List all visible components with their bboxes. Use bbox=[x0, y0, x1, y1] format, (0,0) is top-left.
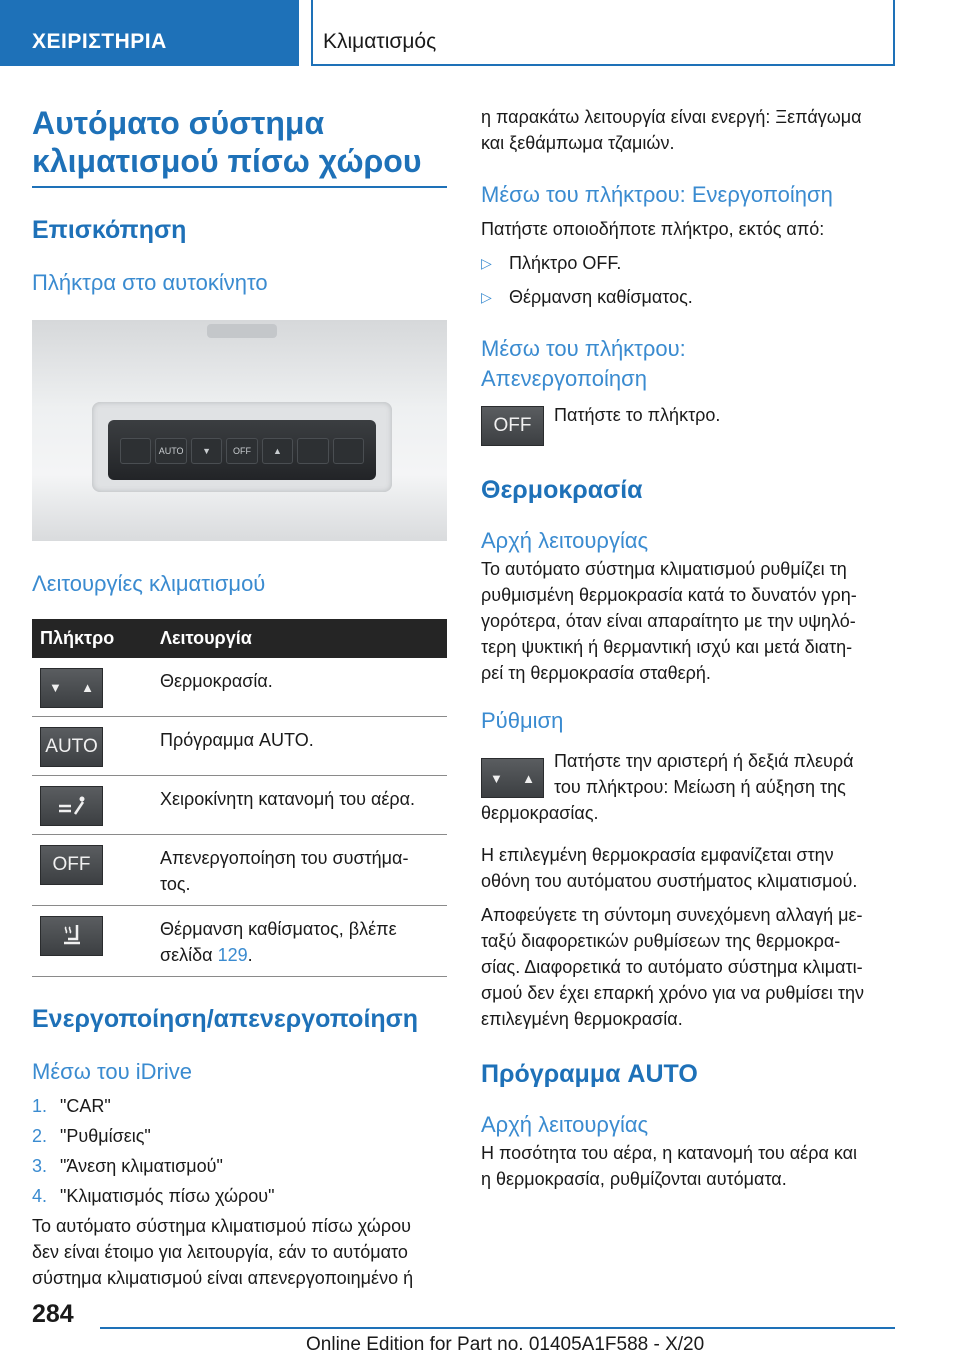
footer-rule bbox=[100, 1327, 895, 1329]
arrow-up-icon: ▲ bbox=[522, 770, 535, 786]
display-paragraph: Η επιλεγμένη θερμοκρασία εμφανίζεται στην οθόνη του αυτόματου συστήματος κλιματισμού. bbox=[481, 845, 858, 891]
principle-heading: Αρχή λειτουργίας bbox=[481, 528, 649, 553]
triangle-bullet-icon: ▷ bbox=[481, 255, 492, 271]
air-vent bbox=[207, 324, 277, 338]
section-tab: ΧΕΙΡΙΣΤΗΡΙΑ bbox=[0, 0, 299, 66]
setting-text: Πατήστε την αριστερή ή δεξιά πλευρά του πλήκτρου: Μείωση ή αύξηση της bbox=[554, 751, 854, 797]
function-text: Πρόγραμμα AUTO. bbox=[152, 717, 447, 776]
air-distribution-icon bbox=[40, 786, 103, 826]
off-instruction bbox=[481, 406, 896, 446]
photo-auto-button: AUTO bbox=[155, 438, 186, 464]
via-key-on-heading: Μέσω του πλήκτρου: Ενεργοποίηση bbox=[481, 182, 833, 207]
page-header bbox=[0, 0, 960, 66]
list-item: ▷ Θέρμανση καθίσματος. bbox=[481, 280, 896, 314]
triangle-bullet-icon: ▷ bbox=[481, 289, 492, 305]
table-row bbox=[32, 717, 447, 776]
temperature-paragraph: Το αυτόματο σύστημα κλιματισμού ρυθμίζει τη ρυθμισμένη θερμοκρασία κατά το δυνατόν γρη- γορότερα, όταν είναι απαραίτητο με την υψηλό- τερη ψυκτική ή θερμαντική ισχύ και μετά διατη- ρεί τη θερμοκρασία σταθερή. bbox=[481, 559, 857, 683]
auto-program-heading: Πρόγραμμα AUTO bbox=[481, 1060, 698, 1088]
edition-text: Online Edition for Part no. 01405A1F588 - X/20 bbox=[306, 1334, 705, 1355]
seat-heating-icon bbox=[40, 916, 103, 956]
exception-list bbox=[481, 246, 896, 314]
arrow-down-icon: ▼ bbox=[490, 770, 503, 786]
auto-paragraph: Η ποσότητα του αέρα, η κατανομή του αέρα και η θερμοκρασία, ρυθμίζονται αυτόματα. bbox=[481, 1143, 858, 1189]
via-key-off-heading: Μέσω του πλήκτρου: Απενεργοποίηση bbox=[481, 336, 686, 391]
left-column bbox=[32, 104, 447, 1291]
functions-heading: Λειτουργίες κλιματισμού bbox=[32, 571, 266, 596]
page-title: Αυτόματο σύστημα κλιματισμού πίσω χώρου bbox=[32, 105, 422, 179]
control-panel-photo bbox=[32, 320, 447, 541]
setting-heading: Ρύθμιση bbox=[481, 708, 564, 733]
list-item: 4. "Κλιματισμός πίσω χώρου" bbox=[32, 1186, 275, 1206]
function-text: Απενεργοποίηση του συστήμα- τος. bbox=[152, 835, 447, 906]
table-header-row bbox=[32, 619, 447, 658]
photo-seat-heat-right bbox=[333, 438, 364, 464]
col-key-header: Πλήκτρο bbox=[32, 619, 152, 658]
title-rule bbox=[32, 186, 447, 188]
press-key-text: Πατήστε το πλήκτρο. bbox=[554, 405, 721, 425]
temperature-arrows-icon bbox=[40, 668, 103, 708]
photo-temp-up: ▲ bbox=[262, 438, 293, 464]
page-number: 284 bbox=[32, 1300, 74, 1328]
photo-seat-heat-left bbox=[120, 438, 151, 464]
arrow-up-icon: ▲ bbox=[81, 680, 94, 695]
continuation-paragraph: η παρακάτω λειτουργία είναι ενεργή: Ξεπάγωμα και ξεθάμπωμα τζαμιών. bbox=[481, 107, 862, 153]
temperature-heading: Θερμοκρασία bbox=[481, 476, 643, 504]
list-item: 1. "CAR" bbox=[32, 1096, 111, 1116]
list-item: ▷ Πλήκτρο OFF. bbox=[481, 246, 896, 280]
table-row bbox=[32, 906, 447, 977]
avoid-paragraph: Αποφεύγετε τη σύντομη συνεχόμενη αλλαγή με- ταξύ διαφορετικών ρυθμίσεων της θερμοκρα- σίας. Διαφορετικά το αυτόματο σύστημα κλιματι- σμού δεν έχει επαρκή χρόνο για να ρυθμίσει την επιλεγμένη θερμοκρασία. bbox=[481, 905, 864, 1029]
auto-key-icon: AUTO bbox=[40, 727, 103, 767]
photo-air-distribution bbox=[297, 438, 328, 464]
table-row bbox=[32, 776, 447, 835]
function-text: Θερμοκρασία. bbox=[152, 658, 447, 717]
via-idrive-heading: Μέσω του iDrive bbox=[32, 1059, 192, 1084]
not-ready-paragraph: Το αυτόματο σύστημα κλιματισμού πίσω χώρου δεν είναι έτοιμο για λειτουργία, εάν το αυτόματο σύστημα κλιματισμού είναι απενεργοποιημένο ή bbox=[32, 1216, 414, 1288]
page-link[interactable]: 129 bbox=[217, 945, 248, 965]
panel-button-row bbox=[120, 438, 364, 464]
col-function-header: Λειτουργία bbox=[152, 619, 447, 658]
setting-instruction: ▼ ▲ Πατήστε την αριστερή ή δεξιά πλευρά του πλήκτρου: Μείωση ή αύξηση της θερμοκρασίας. bbox=[481, 748, 896, 826]
principle-heading-2: Αρχή λειτουργίας bbox=[481, 1112, 649, 1137]
off-key-icon: OFF bbox=[40, 845, 103, 885]
buttons-in-car-heading: Πλήκτρα στο αυτοκίνητο bbox=[32, 270, 268, 295]
list-item: 3. "Άνεση κλιματισμού" bbox=[32, 1156, 223, 1176]
photo-off-button: OFF bbox=[226, 438, 257, 464]
idrive-steps bbox=[32, 1091, 447, 1211]
photo-temp-down: ▼ bbox=[191, 438, 222, 464]
onoff-heading: Ενεργοποίηση/απενεργοποίηση bbox=[32, 1005, 419, 1033]
right-column bbox=[481, 104, 896, 1192]
overview-heading: Επισκόπηση bbox=[32, 216, 187, 244]
list-item: 2. "Ρυθμίσεις" bbox=[32, 1126, 151, 1146]
function-text: Θέρμανση καθίσματος, βλέπε σελίδα 129. bbox=[152, 906, 447, 977]
off-key-icon: OFF bbox=[481, 406, 544, 446]
arrow-down-icon: ▼ bbox=[49, 680, 62, 695]
table-row bbox=[32, 835, 447, 906]
function-text: Χειροκίνητη κατανομή του αέρα. bbox=[152, 776, 447, 835]
temperature-arrows-icon bbox=[481, 758, 544, 798]
table-row bbox=[32, 658, 447, 717]
functions-table bbox=[32, 619, 447, 977]
press-any-key-text: Πατήστε οποιοδήποτε πλήκτρο, εκτός από: bbox=[481, 219, 825, 239]
chapter-title: Κλιματισμός bbox=[311, 0, 895, 66]
